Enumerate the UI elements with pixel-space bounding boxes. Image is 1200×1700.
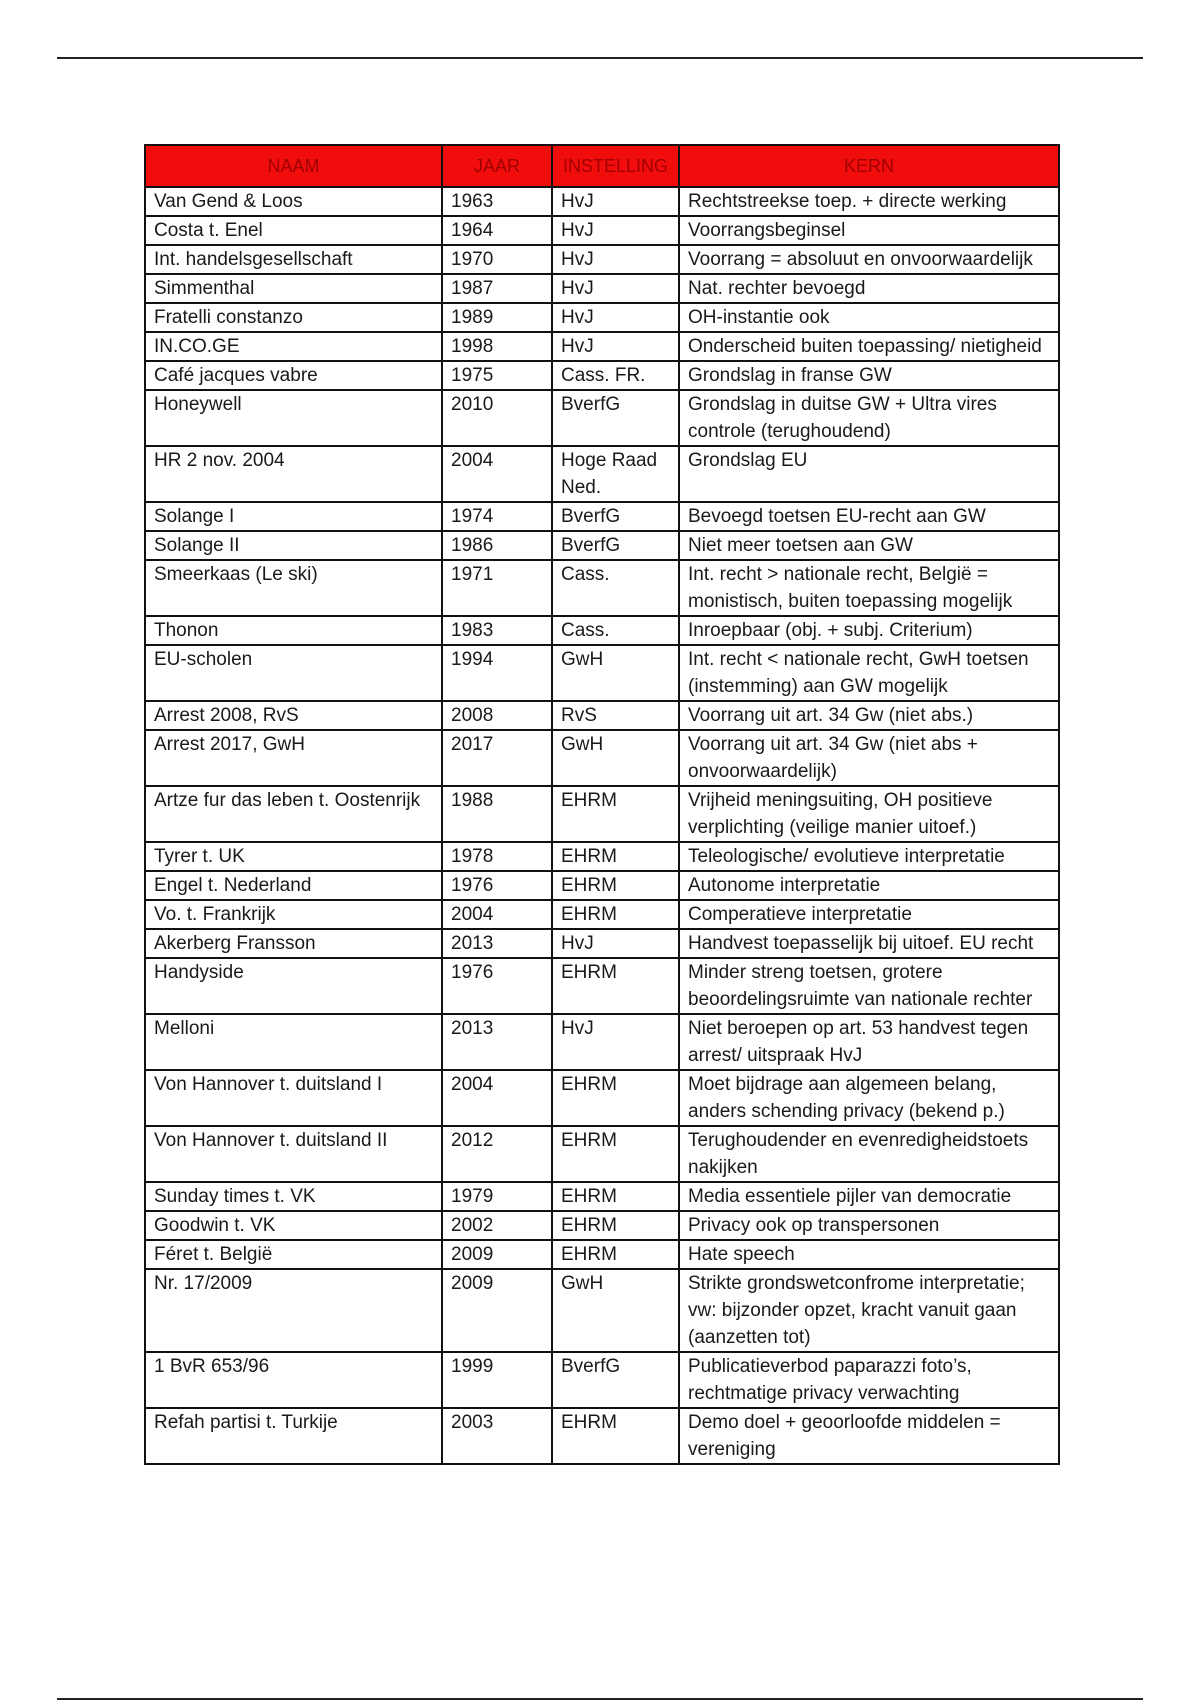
- instelling-cell: EHRM: [552, 900, 679, 929]
- instelling-cell: HvJ: [552, 187, 679, 216]
- kern-cell: Niet meer toetsen aan GW: [679, 531, 1059, 560]
- instelling-cell: HvJ: [552, 216, 679, 245]
- table-row: [145, 871, 1059, 900]
- jaar-cell: 2008: [442, 701, 552, 730]
- kern-cell: Publicatieverbod paparazzi foto’s, rechtmatige privacy verwachting: [679, 1352, 1059, 1408]
- jaar-cell: 1988: [442, 786, 552, 842]
- table-row: [145, 1352, 1059, 1408]
- naam-cell: Solange II: [145, 531, 442, 560]
- table-row: [145, 1070, 1059, 1126]
- naam-cell: Féret t. België: [145, 1240, 442, 1269]
- jaar-cell: 2009: [442, 1240, 552, 1269]
- naam-cell: Von Hannover t. duitsland II: [145, 1126, 442, 1182]
- table-row: [145, 531, 1059, 560]
- naam-cell: Artze fur das leben t. Oostenrijk: [145, 786, 442, 842]
- kern-cell: Int. recht > nationale recht, België = monistisch, buiten toepassing mogelijk: [679, 560, 1059, 616]
- naam-cell: Arrest 2008, RvS: [145, 701, 442, 730]
- table-row: [145, 645, 1059, 701]
- kern-cell: Minder streng toetsen, grotere beoordelingsruimte van nationale rechter: [679, 958, 1059, 1014]
- instelling-cell: HvJ: [552, 303, 679, 332]
- kern-cell: Bevoegd toetsen EU-recht aan GW: [679, 502, 1059, 531]
- table-row: [145, 303, 1059, 332]
- jaar-cell: 2002: [442, 1211, 552, 1240]
- table-row: [145, 446, 1059, 502]
- instelling-cell: HvJ: [552, 274, 679, 303]
- instelling-cell: HvJ: [552, 332, 679, 361]
- naam-cell: Sunday times t. VK: [145, 1182, 442, 1211]
- table-row: [145, 958, 1059, 1014]
- naam-cell: Goodwin t. VK: [145, 1211, 442, 1240]
- jaar-cell: 1964: [442, 216, 552, 245]
- kern-cell: Media essentiele pijler van democratie: [679, 1182, 1059, 1211]
- naam-cell: Café jacques vabre: [145, 361, 442, 390]
- naam-cell: IN.CO.GE: [145, 332, 442, 361]
- instelling-cell: EHRM: [552, 1408, 679, 1464]
- kern-cell: Grondslag in franse GW: [679, 361, 1059, 390]
- jaar-cell: 2004: [442, 900, 552, 929]
- instelling-cell: EHRM: [552, 1126, 679, 1182]
- jaar-cell: 2012: [442, 1126, 552, 1182]
- naam-cell: Melloni: [145, 1014, 442, 1070]
- kern-cell: Voorrang uit art. 34 Gw (niet abs + onvoorwaardelijk): [679, 730, 1059, 786]
- jaar-cell: 2003: [442, 1408, 552, 1464]
- jaar-cell: 1978: [442, 842, 552, 871]
- naam-cell: Von Hannover t. duitsland I: [145, 1070, 442, 1126]
- jaar-cell: 1971: [442, 560, 552, 616]
- instelling-cell: EHRM: [552, 1240, 679, 1269]
- table-row: [145, 616, 1059, 645]
- column-header-kern: KERN: [679, 145, 1059, 187]
- kern-cell: Hate speech: [679, 1240, 1059, 1269]
- table-row: [145, 216, 1059, 245]
- table-row: [145, 502, 1059, 531]
- kern-cell: OH-instantie ook: [679, 303, 1059, 332]
- table-row: [145, 900, 1059, 929]
- naam-cell: Thonon: [145, 616, 442, 645]
- naam-cell: Refah partisi t. Turkije: [145, 1408, 442, 1464]
- instelling-cell: BverfG: [552, 502, 679, 531]
- kern-cell: Teleologische/ evolutieve interpretatie: [679, 842, 1059, 871]
- table-row: [145, 1408, 1059, 1464]
- instelling-cell: RvS: [552, 701, 679, 730]
- instelling-cell: Hoge Raad Ned.: [552, 446, 679, 502]
- kern-cell: Moet bijdrage aan algemeen belang, anders schending privacy (bekend p.): [679, 1070, 1059, 1126]
- naam-cell: Akerberg Fransson: [145, 929, 442, 958]
- jaar-cell: 2009: [442, 1269, 552, 1352]
- naam-cell: Int. handelsgesellschaft: [145, 245, 442, 274]
- jaar-cell: 2004: [442, 446, 552, 502]
- kern-cell: Privacy ook op transpersonen: [679, 1211, 1059, 1240]
- table-row: [145, 274, 1059, 303]
- jaar-cell: 2004: [442, 1070, 552, 1126]
- header-rule: [57, 57, 1143, 59]
- naam-cell: Fratelli constanzo: [145, 303, 442, 332]
- naam-cell: Smeerkaas (Le ski): [145, 560, 442, 616]
- table-row: [145, 1182, 1059, 1211]
- kern-cell: Nat. rechter bevoegd: [679, 274, 1059, 303]
- instelling-cell: EHRM: [552, 871, 679, 900]
- instelling-cell: Cass.: [552, 616, 679, 645]
- instelling-cell: HvJ: [552, 1014, 679, 1070]
- kern-cell: Demo doel + geoorloofde middelen = vereniging: [679, 1408, 1059, 1464]
- table-row: [145, 1211, 1059, 1240]
- kern-cell: Rechtstreekse toep. + directe werking: [679, 187, 1059, 216]
- jaar-cell: 2010: [442, 390, 552, 446]
- table-row: [145, 332, 1059, 361]
- column-header-naam: NAAM: [145, 145, 442, 187]
- naam-cell: Simmenthal: [145, 274, 442, 303]
- instelling-cell: EHRM: [552, 1211, 679, 1240]
- jaar-cell: 1963: [442, 187, 552, 216]
- naam-cell: HR 2 nov. 2004: [145, 446, 442, 502]
- instelling-cell: BverfG: [552, 531, 679, 560]
- naam-cell: Arrest 2017, GwH: [145, 730, 442, 786]
- instelling-cell: EHRM: [552, 842, 679, 871]
- table-row: [145, 560, 1059, 616]
- naam-cell: Honeywell: [145, 390, 442, 446]
- jaar-cell: 1999: [442, 1352, 552, 1408]
- table-row: [145, 786, 1059, 842]
- jaar-cell: 2013: [442, 929, 552, 958]
- jaar-cell: 1976: [442, 958, 552, 1014]
- instelling-cell: Cass. FR.: [552, 361, 679, 390]
- kern-cell: Voorrang = absoluut en onvoorwaardelijk: [679, 245, 1059, 274]
- naam-cell: Solange I: [145, 502, 442, 531]
- naam-cell: Van Gend & Loos: [145, 187, 442, 216]
- jaar-cell: 1976: [442, 871, 552, 900]
- jaar-cell: 1970: [442, 245, 552, 274]
- naam-cell: 1 BvR 653/96: [145, 1352, 442, 1408]
- kern-cell: Inroepbaar (obj. + subj. Criterium): [679, 616, 1059, 645]
- naam-cell: Tyrer t. UK: [145, 842, 442, 871]
- jaar-cell: 1983: [442, 616, 552, 645]
- kern-cell: Grondslag EU: [679, 446, 1059, 502]
- case-table: [144, 144, 1060, 1465]
- naam-cell: Vo. t. Frankrijk: [145, 900, 442, 929]
- naam-cell: Engel t. Nederland: [145, 871, 442, 900]
- jaar-cell: 1989: [442, 303, 552, 332]
- instelling-cell: BverfG: [552, 1352, 679, 1408]
- jaar-cell: 1979: [442, 1182, 552, 1211]
- naam-cell: Handyside: [145, 958, 442, 1014]
- table-row: [145, 701, 1059, 730]
- jaar-cell: 1998: [442, 332, 552, 361]
- table-row: [145, 390, 1059, 446]
- table-row: [145, 245, 1059, 274]
- kern-cell: Niet beroepen op art. 53 handvest tegen arrest/ uitspraak HvJ: [679, 1014, 1059, 1070]
- kern-cell: Terughoudender en evenredigheidstoets nakijken: [679, 1126, 1059, 1182]
- jaar-cell: 1987: [442, 274, 552, 303]
- kern-cell: Vrijheid meningsuiting, OH positieve verplichting (veilige manier uitoef.): [679, 786, 1059, 842]
- jaar-cell: 1974: [442, 502, 552, 531]
- naam-cell: Costa t. Enel: [145, 216, 442, 245]
- table-row: [145, 1240, 1059, 1269]
- table-row: [145, 1014, 1059, 1070]
- table-header-row: [145, 145, 1059, 187]
- table-row: [145, 842, 1059, 871]
- naam-cell: Nr. 17/2009: [145, 1269, 442, 1352]
- table-row: [145, 1269, 1059, 1352]
- jaar-cell: 2017: [442, 730, 552, 786]
- kern-cell: Comperatieve interpretatie: [679, 900, 1059, 929]
- instelling-cell: HvJ: [552, 245, 679, 274]
- kern-cell: Int. recht < nationale recht, GwH toetsen (instemming) aan GW mogelijk: [679, 645, 1059, 701]
- table-body: [145, 187, 1059, 1464]
- jaar-cell: 1975: [442, 361, 552, 390]
- table-row: [145, 361, 1059, 390]
- table-row: [145, 929, 1059, 958]
- kern-cell: Autonome interpretatie: [679, 871, 1059, 900]
- instelling-cell: Cass.: [552, 560, 679, 616]
- instelling-cell: BverfG: [552, 390, 679, 446]
- kern-cell: Strikte grondswetconfrome interpretatie; vw: bijzonder opzet, kracht vanuit gaan (aanzetten tot): [679, 1269, 1059, 1352]
- instelling-cell: EHRM: [552, 786, 679, 842]
- kern-cell: Onderscheid buiten toepassing/ nietigheid: [679, 332, 1059, 361]
- instelling-cell: EHRM: [552, 1070, 679, 1126]
- instelling-cell: GwH: [552, 730, 679, 786]
- instelling-cell: EHRM: [552, 1182, 679, 1211]
- jaar-cell: 1994: [442, 645, 552, 701]
- kern-cell: Voorrangsbeginsel: [679, 216, 1059, 245]
- kern-cell: Handvest toepasselijk bij uitoef. EU recht: [679, 929, 1059, 958]
- instelling-cell: GwH: [552, 1269, 679, 1352]
- naam-cell: EU-scholen: [145, 645, 442, 701]
- table-row: [145, 187, 1059, 216]
- instelling-cell: EHRM: [552, 958, 679, 1014]
- jaar-cell: 2013: [442, 1014, 552, 1070]
- table-row: [145, 730, 1059, 786]
- column-header-instelling: INSTELLING: [552, 145, 679, 187]
- column-header-jaar: JAAR: [442, 145, 552, 187]
- instelling-cell: HvJ: [552, 929, 679, 958]
- table-row: [145, 1126, 1059, 1182]
- instelling-cell: GwH: [552, 645, 679, 701]
- kern-cell: Voorrang uit art. 34 Gw (niet abs.): [679, 701, 1059, 730]
- jaar-cell: 1986: [442, 531, 552, 560]
- kern-cell: Grondslag in duitse GW + Ultra vires controle (terughoudend): [679, 390, 1059, 446]
